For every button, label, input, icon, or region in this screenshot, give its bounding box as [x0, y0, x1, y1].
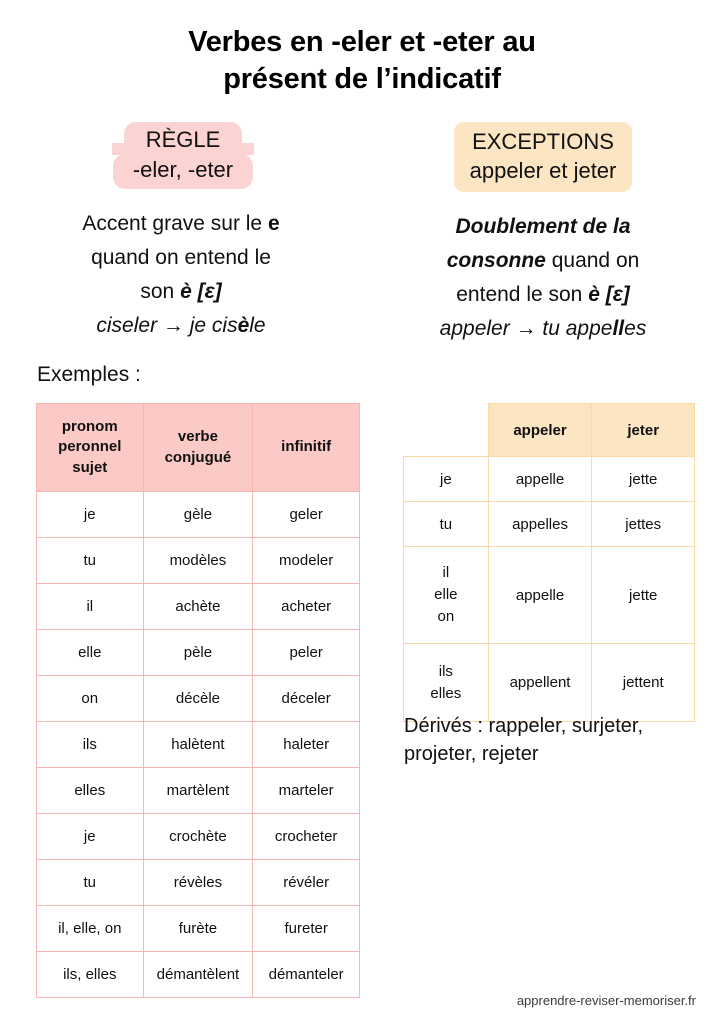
rule-line3-sound: è [ɛ] — [180, 279, 222, 303]
table-row — [37, 492, 360, 538]
table-row — [37, 814, 360, 860]
cell-infinitive: geler — [253, 492, 360, 538]
table-row — [404, 502, 695, 547]
table-row — [37, 584, 360, 630]
table-row — [37, 952, 360, 998]
cell-conjugated: achète — [143, 584, 253, 630]
exceptions-badge — [454, 122, 633, 192]
rule-line2-text: quand on entend le — [91, 245, 271, 269]
cell-pronoun-l1: il — [442, 564, 450, 582]
cell-pronoun: tu — [404, 502, 489, 547]
column-header-pronoun-l3: sujet — [72, 458, 108, 476]
cell-appeler: appelle — [488, 547, 592, 644]
cell-appeler: appellent — [488, 644, 592, 722]
cell-conjugated: pèle — [143, 630, 253, 676]
cell-pronoun: elle — [37, 630, 144, 676]
cell-pronoun — [404, 644, 489, 722]
cell-jeter: jettes — [592, 502, 695, 547]
cell-conjugated: décèle — [143, 676, 253, 722]
cell-pronoun-l2: elles — [430, 684, 462, 702]
exceptions-line1-emphasis: Doublement de la — [455, 215, 631, 239]
exceptions-badge-subtitle: appeler et jeter — [469, 158, 617, 184]
exceptions-column-header-jeter: jeter — [592, 404, 695, 457]
table-header-row — [37, 404, 360, 492]
exceptions-table-header-row — [404, 404, 695, 457]
column-header-pronoun-l1: pronom — [61, 418, 118, 436]
cell-pronoun: je — [404, 457, 489, 502]
cell-conjugated: furète — [143, 906, 253, 952]
cell-infinitive: déceler — [253, 676, 360, 722]
cell-pronoun: tu — [37, 860, 144, 906]
cell-pronoun: ils, elles — [37, 952, 144, 998]
cell-infinitive: marteler — [253, 768, 360, 814]
exceptions-line2-emphasis: consonne — [446, 249, 546, 273]
cell-jeter: jette — [592, 457, 695, 502]
cell-conjugated: halètent — [143, 722, 253, 768]
footer-source: apprendre-reviser-memoriser.fr — [516, 993, 696, 1008]
cell-conjugated: révèles — [143, 860, 253, 906]
cell-conjugated: crochète — [143, 814, 253, 860]
exceptions-badge-title: EXCEPTIONS — [472, 129, 614, 155]
rule-line1-text: Accent grave sur le — [82, 211, 268, 235]
exceptions-table — [403, 403, 695, 722]
cell-infinitive: acheter — [253, 584, 360, 630]
cell-pronoun: ils — [37, 722, 144, 768]
cell-pronoun-l1: ils — [438, 662, 453, 680]
exceptions-line2-text: quand on — [545, 249, 640, 273]
table-row — [37, 676, 360, 722]
exceptions-table-body — [404, 457, 695, 722]
examples-label: Exemples : — [37, 363, 141, 386]
cell-pronoun: il, elle, on — [37, 906, 144, 952]
rule-badge-title: RÈGLE — [124, 122, 243, 155]
column-header-pronoun — [37, 404, 144, 492]
cell-infinitive: révéler — [253, 860, 360, 906]
cell-infinitive: haleter — [253, 722, 360, 768]
exceptions-column — [362, 122, 724, 346]
table-row — [404, 457, 695, 502]
cell-jeter: jette — [592, 547, 695, 644]
examples-table — [36, 403, 360, 998]
derivatives-line-2: projeter, rejeter — [404, 743, 539, 766]
page-title-line-2: présent de l’indicatif — [223, 63, 501, 96]
rule-example-accent: è — [237, 313, 250, 337]
column-header-conjugated-l1: verbe — [177, 428, 218, 446]
table-row — [37, 906, 360, 952]
page-title-line-1: Verbes en -eler et -eter au — [188, 26, 536, 58]
rule-description — [68, 207, 293, 343]
table-row — [37, 630, 360, 676]
exceptions-example — [440, 312, 647, 346]
cell-pronoun: il — [37, 584, 144, 630]
exceptions-line3-text: entend le son — [456, 283, 589, 307]
exceptions-column-header-blank — [404, 404, 489, 457]
cell-pronoun: elles — [37, 768, 144, 814]
rule-badge — [113, 122, 253, 188]
table-row — [37, 722, 360, 768]
rule-badge-subtitle: -eler, -eter — [113, 154, 253, 189]
cell-infinitive: peler — [253, 630, 360, 676]
cell-conjugated: gèle — [143, 492, 253, 538]
cell-pronoun: on — [37, 676, 144, 722]
table-row — [404, 547, 695, 644]
cell-conjugated: martèlent — [143, 768, 253, 814]
examples-table-body — [37, 492, 360, 998]
cell-pronoun-l3: on — [437, 607, 455, 625]
cell-infinitive: crocheter — [253, 814, 360, 860]
rule-example — [82, 309, 279, 343]
cell-infinitive: fureter — [253, 906, 360, 952]
rule-exception-columns — [0, 122, 724, 346]
cell-infinitive: modeler — [253, 538, 360, 584]
rule-line1-emphasis: e — [267, 211, 280, 235]
rule-column — [0, 122, 362, 346]
cell-infinitive: démanteler — [253, 952, 360, 998]
cell-pronoun — [404, 547, 489, 644]
cell-appeler: appelle — [488, 457, 592, 502]
exceptions-example-double: ll — [612, 317, 625, 341]
exceptions-example-part2: es — [624, 317, 647, 341]
exceptions-column-header-appeler: appeler — [488, 404, 592, 457]
column-header-pronoun-l2: peronnel — [58, 438, 122, 456]
cell-pronoun: je — [37, 814, 144, 860]
cell-conjugated: démantèlent — [143, 952, 253, 998]
derivatives-note — [404, 712, 704, 769]
cell-pronoun-l2: elle — [434, 586, 458, 604]
rule-example-part2: le — [249, 313, 266, 337]
exceptions-description — [426, 210, 661, 346]
cell-appeler: appelles — [488, 502, 592, 547]
exceptions-example-part1: appeler → tu appe — [439, 317, 613, 341]
column-header-conjugated — [143, 404, 253, 492]
cell-conjugated: modèles — [143, 538, 253, 584]
column-header-infinitive-l1: infinitif — [281, 438, 332, 456]
cell-jeter: jettent — [592, 644, 695, 722]
page-title — [0, 0, 724, 98]
table-row — [37, 768, 360, 814]
cell-pronoun: je — [37, 492, 144, 538]
table-row — [37, 860, 360, 906]
column-header-infinitive — [253, 404, 360, 492]
exceptions-line3-sound: è [ɛ] — [588, 283, 630, 307]
table-row — [404, 644, 695, 722]
column-header-conjugated-l2: conjugué — [164, 448, 232, 466]
cell-pronoun: tu — [37, 538, 144, 584]
rule-line3-text: son — [140, 279, 181, 303]
rule-example-part1: ciseler → je cis — [96, 313, 238, 337]
table-row — [37, 538, 360, 584]
derivatives-line-1: Dérivés : rappeler, surjeter, — [404, 715, 643, 737]
